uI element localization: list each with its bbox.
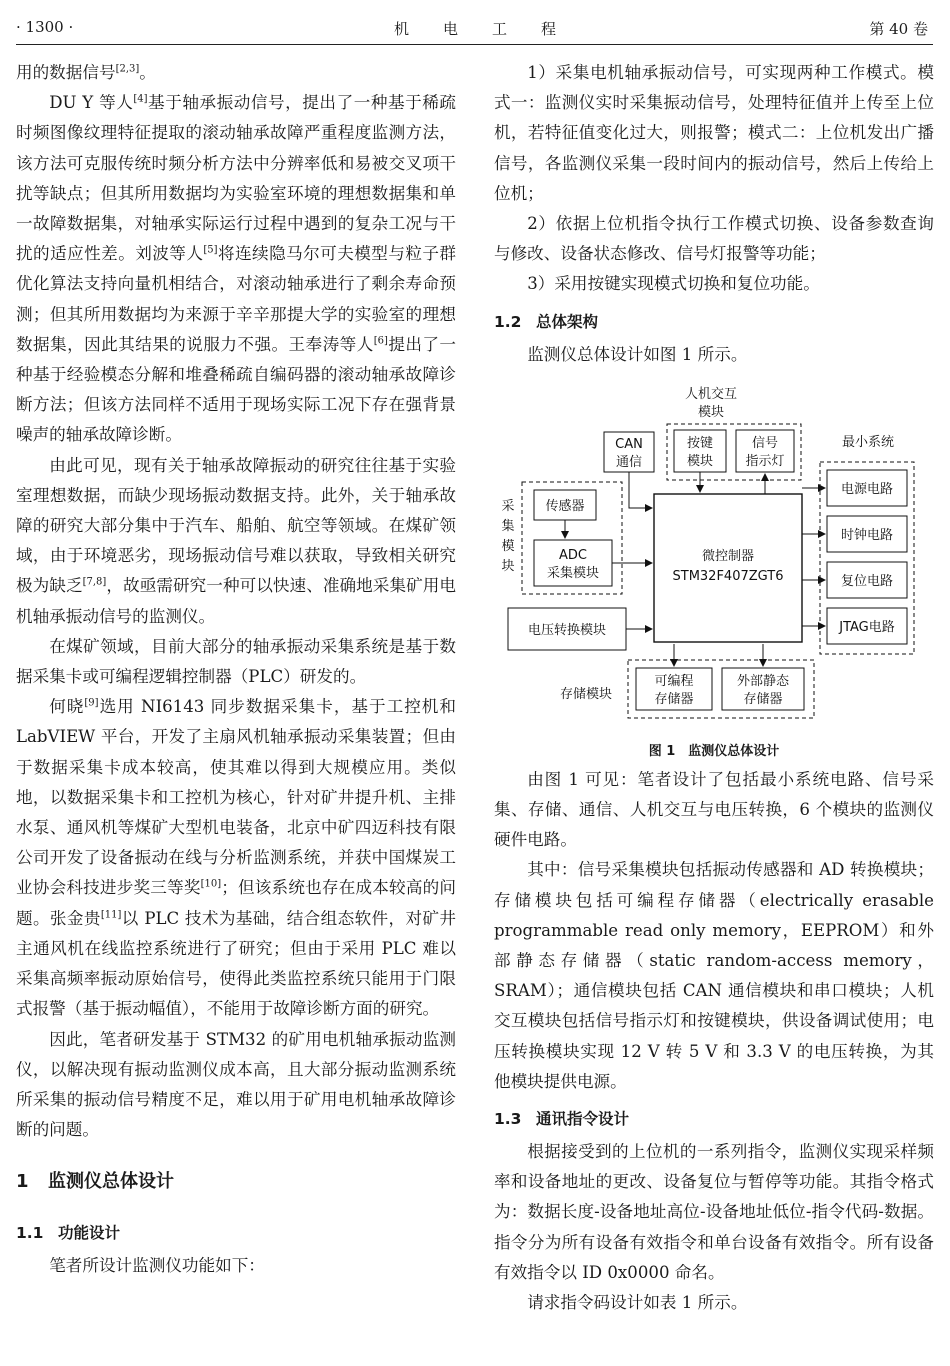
page-number: · 1300 ·: [16, 18, 74, 36]
paragraph: DU Y 等人[4]基于轴承振动信号，提出了一种基于稀疏时频图像纹理特征提取的滚动轴承故障严重程度监测方法，该方法可克服传统时频分析方法中分辨率低和易被交叉项干扰等缺点；但其所用数据均为实验室环境的理想数据集和单一故障数据集，对轴承实际运行过程中遇到的复杂工况与干扰的适应性差。刘波等人[5]将连续隐马尔可夫模型与粒子群优化算法支持向量机相结合，对滚动轴承进行了剩余寿命预测；但其所用数据均为来源于辛辛那提大学的实验室的理想数据集，因此其结果的说服力不强。王奉涛等人[6]提出了一种基于经验模态分解和堆叠稀疏自编码器的滚动轴承故障诊断方法；但该方法同样不适用于现场实际工况下存在强背景噪声的轴承故障诊断。: [16, 93, 457, 445]
key-module-label-2: 模块: [686, 453, 714, 469]
hmi-group-label-2: 模块: [697, 404, 725, 420]
subsection-heading: 1.3 通讯指令设计: [494, 1110, 630, 1129]
hmi-group-label: 人机交互: [684, 386, 738, 402]
sram-label: 外部静态: [736, 673, 790, 689]
paragraph: 2）依据上位机指令执行工作模式切换、设备参数查询与修改、设备状态修改、信号灯报警等功能；: [494, 214, 934, 264]
paragraph: 由图 1 可见：笔者设计了包括最小系统电路、信号采集、存储、通信、人机交互与电压转换，6 个模块的监测仪硬件电路。: [494, 769, 934, 850]
storage-group-label: 存储模块: [559, 686, 613, 702]
adc-label: ADC: [559, 547, 587, 563]
journal-name: 机电工程: [393, 20, 590, 38]
can-label-2: 通信: [615, 454, 643, 470]
acq-group-char-4: 块: [501, 558, 515, 574]
acq-group-char-1: 采: [501, 498, 515, 514]
voltage-module-label: 电压转换模块: [527, 622, 607, 638]
mcu-label: 微控制器: [701, 548, 755, 564]
paragraph: 何晓[9]选用 NI6143 同步数据采集卡，基于工控机和 LabVIEW 平台，开发了主扇风机轴承振动采集装置；但由于数据采集卡成本较高，使其难以得到大规模应用。类似地，以数据采集卡和工控机为核心，针对矿井提升机、主排水泵、通风机等煤矿大型机电装备，北京中矿四迈科技有限公司开发了设备振动在线与分析监测系统，并获中国煤炭工业协会科技进步奖三等奖[10]；但该系统也存在成本较高的问题。张金贵[11]以 PLC 技术为基础，结合组态软件，对矿井主通风机在线监控系统进行了研究；但由于采用 PLC 难以采集高频率振动原始信号，使得此类监控系统只能用于门限式报警（基于振动幅值），不能用于故障诊断方面的研究。: [16, 697, 457, 1019]
acq-group-char-3: 模: [501, 538, 515, 554]
eeprom-label: 可编程: [654, 673, 694, 689]
paragraph: 请求指令码设计如表 1 所示。: [527, 1293, 748, 1313]
mcu-label-2: STM32F407ZGT6: [672, 568, 784, 584]
figure-caption: 图 1 监测仪总体设计: [648, 743, 780, 759]
right-column: [494, 58, 934, 1318]
sram-label-2: 存储器: [743, 691, 783, 707]
acq-group-char-2: 集: [501, 518, 515, 534]
can-to-mcu-arrow: [629, 472, 652, 508]
paragraph: 监测仪总体设计如图 1 所示。: [527, 344, 748, 364]
paragraph: 在煤矿领域，目前大部分的轴承振动采集系统是基于数据采集卡或可编程逻辑控制器（PLC）研发的。: [16, 636, 456, 687]
paragraph: 1）采集电机轴承振动信号，可实现两种工作模式。模式一：监测仪实时采集振动信号，处理特征值并上传至上位机，若特征值变化过大，则报警；模式二：上位机发出广播信号，各监测仪采集一段时间内的振动信号，然后上传给上位机；: [494, 63, 934, 203]
subsection-heading: 1.2 总体架构: [494, 312, 599, 331]
sensor-label: 传感器: [545, 498, 585, 514]
paragraph: 由此可见，现有关于轴承故障振动的研究往往基于实验室理想数据，而缺少现场振动数据支持。此外，关于轴承故障的研究大部分集中于汽车、船舶、航空等领域。在煤矿领域，由于环境恶劣，现场振动信号难以获取，导致相关研究极为缺乏[7,8]，故亟需研究一种可以快速、准确地采集矿用电机轴承振动信号的监测仪。: [16, 455, 457, 626]
header-rule: [16, 44, 933, 45]
signal-light-label: 信号: [751, 435, 779, 451]
adc-label-2: 采集模块: [546, 565, 600, 581]
subsection-heading: 1.1 功能设计: [16, 1224, 121, 1243]
paragraph: 因此，笔者研发基于 STM32 的矿用电机轴承振动监测仪，以解决现有振动监测仪成本高，且大部分振动监测系统所采集的振动信号精度不足，难以用于矿用电机轴承故障诊断的问题。: [16, 1029, 456, 1140]
paragraph: 笔者所设计监测仪功能如下：: [49, 1256, 265, 1276]
paragraph: 其中：信号采集模块包括振动传感器和 AD 转换模块；存储模块包括可编程存储器（electrically erasable programmable read only memory，EEPROM）和外部静态存储器（static random-access memory，SRAM）；通信模块包括 CAN 通信模块和串口模块；人机交互模块包括信号指示灯和按键模块，供设备调试使用；电压转换模块实现 12 V 转 5 V 和 3.3 V 的电压转换，为其他模块提供电源。: [494, 860, 934, 1091]
min-system-label: 最小系统: [841, 434, 895, 450]
volume-label: 第 40 卷: [869, 20, 928, 38]
reset-circuit-label: 复位电路: [840, 573, 894, 589]
section-heading: 1 监测仪总体设计: [16, 1171, 174, 1193]
paragraph: 用的数据信号[2,3]。: [16, 63, 156, 82]
left-column: [16, 58, 456, 1282]
key-module-label: 按键: [686, 435, 714, 451]
eeprom-label-2: 存储器: [654, 691, 694, 707]
mcu-box: [654, 494, 802, 642]
paragraph: 根据接受到的上位机的一系列指令，监测仪实现采样频率和设备地址的更改、设备复位与暂停等功能。其指令格式为：数据长度-设备地址高位-设备地址低位-指令代码-数据。指令分为所有设备有效指令和单台设备有效指令。所有设备有效指令以 ID 0x0000 命名。: [494, 1142, 934, 1282]
storage-group-border: [628, 660, 814, 718]
figure-block-diagram: [494, 376, 934, 736]
can-label: CAN: [615, 436, 643, 452]
paragraph: 3）采用按键实现模式切换和复位功能。: [527, 274, 820, 294]
power-circuit-label: 电源电路: [840, 481, 894, 497]
jtag-circuit-label: JTAG电路: [839, 619, 895, 635]
clock-circuit-label: 时钟电路: [840, 527, 894, 543]
signal-light-label-2: 指示灯: [745, 453, 785, 469]
